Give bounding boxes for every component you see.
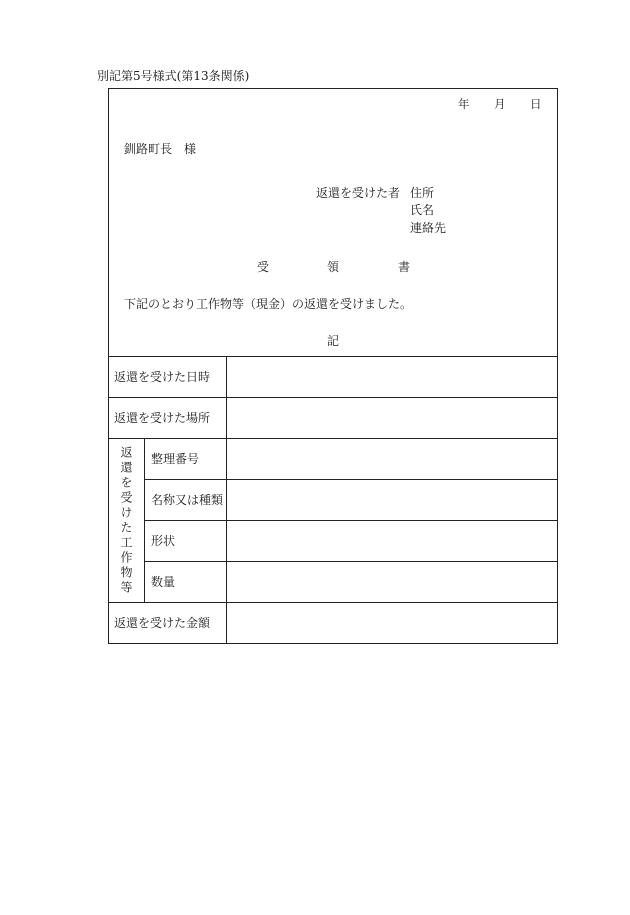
return-amount-field[interactable] bbox=[227, 603, 557, 643]
date-year-label: 年 bbox=[458, 97, 470, 111]
quantity-label: 数量 bbox=[151, 575, 176, 589]
recipient-name-label: 氏名 bbox=[410, 203, 435, 217]
name-or-type-field[interactable] bbox=[227, 480, 557, 520]
return-amount-label: 返還を受けた金額 bbox=[114, 616, 211, 630]
document-title-char-1: 受 bbox=[257, 260, 270, 274]
shape-field[interactable] bbox=[227, 521, 557, 561]
form-number-label: 別記第5号様式(第13条関係) bbox=[97, 69, 250, 83]
body-text: 下記のとおり工作物等（現金）の返還を受けました。 bbox=[124, 297, 413, 311]
name-or-type-label: 名称又は種類 bbox=[151, 493, 224, 507]
document-title-char-2: 領 bbox=[327, 260, 340, 274]
structures-group-text: 返還を受けた工作物等 bbox=[119, 445, 133, 596]
document-title-char-3: 書 bbox=[398, 260, 411, 274]
recipient-contact-label: 連絡先 bbox=[410, 221, 447, 235]
return-datetime-field[interactable] bbox=[227, 357, 557, 397]
structures-group-label bbox=[108, 438, 144, 603]
date-month-label: 月 bbox=[494, 97, 506, 111]
table-group-divider bbox=[144, 438, 145, 602]
recipient-address-label: 住所 bbox=[410, 186, 435, 200]
return-place-field[interactable] bbox=[227, 398, 557, 438]
control-number-label: 整理番号 bbox=[151, 452, 200, 466]
addressee: 釧路町長 様 bbox=[124, 142, 197, 156]
ki-note: 記 bbox=[327, 334, 340, 348]
date-day-label: 日 bbox=[530, 97, 542, 111]
shape-label: 形状 bbox=[151, 534, 176, 548]
return-place-label: 返還を受けた場所 bbox=[114, 411, 211, 425]
recipient-label: 返還を受けた者 bbox=[316, 186, 401, 200]
quantity-field[interactable] bbox=[227, 562, 557, 602]
control-number-field[interactable] bbox=[227, 439, 557, 479]
return-datetime-label: 返還を受けた日時 bbox=[114, 370, 211, 384]
